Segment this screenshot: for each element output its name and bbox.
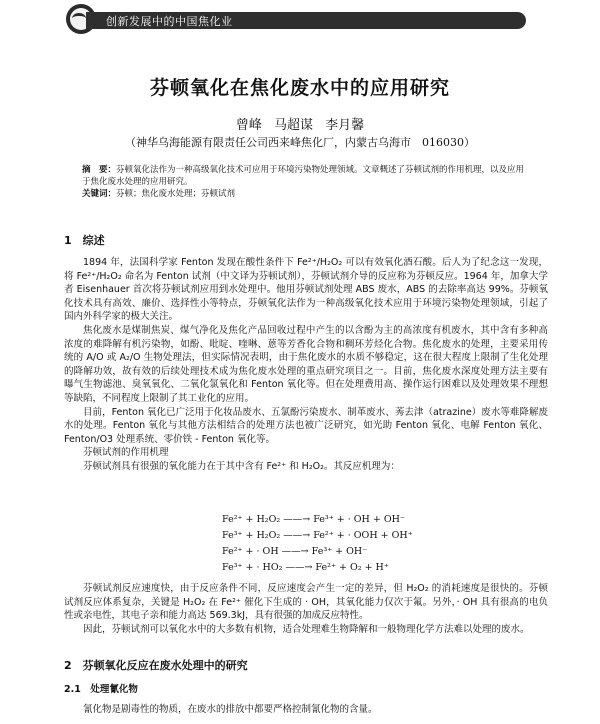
abstract bbox=[82, 164, 532, 188]
article-title: 芬顿氧化在焦化废水中的应用研究 bbox=[149, 77, 450, 99]
affiliation: （神华乌海能源有限责任公司西来峰焦化厂，内蒙古乌海市 016030） bbox=[125, 136, 475, 149]
mechanism-intro: 芬顿试剂具有很强的氧化能力在于其中含有 Fe²⁺ 和 H₂O₂。其反应机理为： bbox=[83, 460, 400, 472]
paragraph: 芬顿试剂反应速度快，由于反应条件不同，反应速度会产生一定的差异，但 H₂O₂ 的消耗速度是很快的。芬顿试剂反应体系复杂，关键是 H₂O₂ 在 Fe²⁺ 催化下生成的 · OH，其氧化能力仅次于氟。另外，· OH 具有很高的电负性或亲电性，其电子亲和能力高达 569.3kJ，具有很强的加成反应特性。 bbox=[64, 583, 548, 622]
mechanism-heading: 芬顿试剂的作用机理 bbox=[83, 447, 169, 459]
abstract-label: 摘 要： bbox=[82, 165, 117, 175]
paragraph: 目前，Fenton 氧化已广泛用于化妆品废水、五氯酚污染废水、制革废水、莠去津（atrazine）废水等难降解废水的处理。Fenton 氧化与其他方法相结合的处理方法也被广泛研究，如光助 Fenton 氧化、电解 Fenton 氧化、Fenton/O3 处理系统、零价铁 - Fenton 氧化等。 bbox=[64, 406, 548, 445]
header-banner-text: 创新发展中的中国焦化业 bbox=[106, 15, 233, 28]
section-1-body-b bbox=[64, 582, 548, 636]
header-banner bbox=[86, 12, 526, 29]
abstract-text: 芬顿氧化法作为一种高级氧化技术可应用于环境污染物处理领域。文章概述了芬顿试剂的作用机理，以及应用于焦化废水处理的应用研究。 bbox=[82, 165, 525, 187]
section-heading-1: 1 综述 bbox=[64, 234, 105, 247]
section-2-body bbox=[64, 703, 548, 717]
author-name: 曾峰 bbox=[235, 118, 262, 133]
author-name: 马超谋 bbox=[273, 118, 313, 133]
author-line bbox=[0, 114, 600, 133]
subsection-heading-2-1: 2.1 处理氰化物 bbox=[64, 684, 138, 695]
equation-1: Fe²⁺ + H₂O₂ ——→ Fe³⁺ + · OH + OH⁻ bbox=[222, 514, 405, 525]
keywords-label: 关键词： bbox=[82, 189, 117, 199]
section-1-body-a bbox=[64, 256, 548, 474]
author-name: 李月馨 bbox=[325, 118, 365, 133]
section-heading-2: 2 芬顿氧化反应在废水处理中的研究 bbox=[64, 659, 248, 672]
paragraph: 1894 年，法国科学家 Fenton 发现在酸性条件下 Fe²⁺/H₂O₂ 可以有效氧化酒石酸。后人为了纪念这一发现，将 Fe²⁺/H₂O₂ 命名为 Fenton 试剂（中文译为芬顿试剂），芬顿试剂介导的反应称为芬顿反应。1964 年，加拿大学者 Eisenhauer 首次将芬顿试剂应用到水处理中。他用芬顿试剂处理 ABS 废水，ABS 的去除率高达 99%。芬顿氧化技术具有高效、廉价、选择性小等特点，芬顿氧化法作为一种高级氧化技术应用于环境污染物处理领域，引起了国内外科学家的极大关注。 bbox=[64, 257, 548, 323]
abstract-block bbox=[82, 164, 532, 200]
page-header bbox=[0, 0, 600, 40]
equation-4: Fe³⁺ + · HO₂ ——→ Fe²⁺ + O₂ + H⁺ bbox=[222, 562, 389, 573]
paragraph: 因此，芬顿试剂可以氧化水中的大多数有机物，适合处理难生物降解和一般物理化学方法难以处理的废水。 bbox=[83, 623, 530, 635]
keywords bbox=[82, 188, 532, 200]
keywords-text: 芬顿；焦化废水处理；芬顿试剂 bbox=[116, 189, 236, 199]
paragraph: 氰化物是剧毒性的物质，在废水的排放中都要严格控制氰化物的含量。 bbox=[83, 704, 378, 715]
equation-3: Fe²⁺ + · OH ——→ Fe³⁺ + OH⁻ bbox=[222, 546, 368, 557]
equation-2: Fe³⁺ + H₂O₂ ——→ Fe²⁺ + · OOH + OH⁺ bbox=[222, 530, 413, 541]
paragraph: 焦化废水是煤制焦炭、煤气净化及焦化产品回收过程中产生的以含酚为主的高浓度有机废水，其中含有多种高浓度的难降解有机污染物，如酚、吡啶、喹啉、蒽等芳香化合物和稠环芳烃化合物。焦化废水的处理，主要采用传统的 A/O 或 A₂/O 生物处理法，但实际情况表明，由于焦化废水的水质不够稳定，这在很大程度上限制了生化处理的降解功效，故有效的后续处理技术成为焦化废水处理的重点研究项目之一。目前，焦化废水深度处理方法主要有曝气生物滤池、臭氧氧化、二氧化氯氧化和 Fenton 氧化等。但在处理费用高、操作运行困难以及处理效果不理想等缺陷，不同程度上限制了其工业化的应用。 bbox=[64, 324, 548, 404]
